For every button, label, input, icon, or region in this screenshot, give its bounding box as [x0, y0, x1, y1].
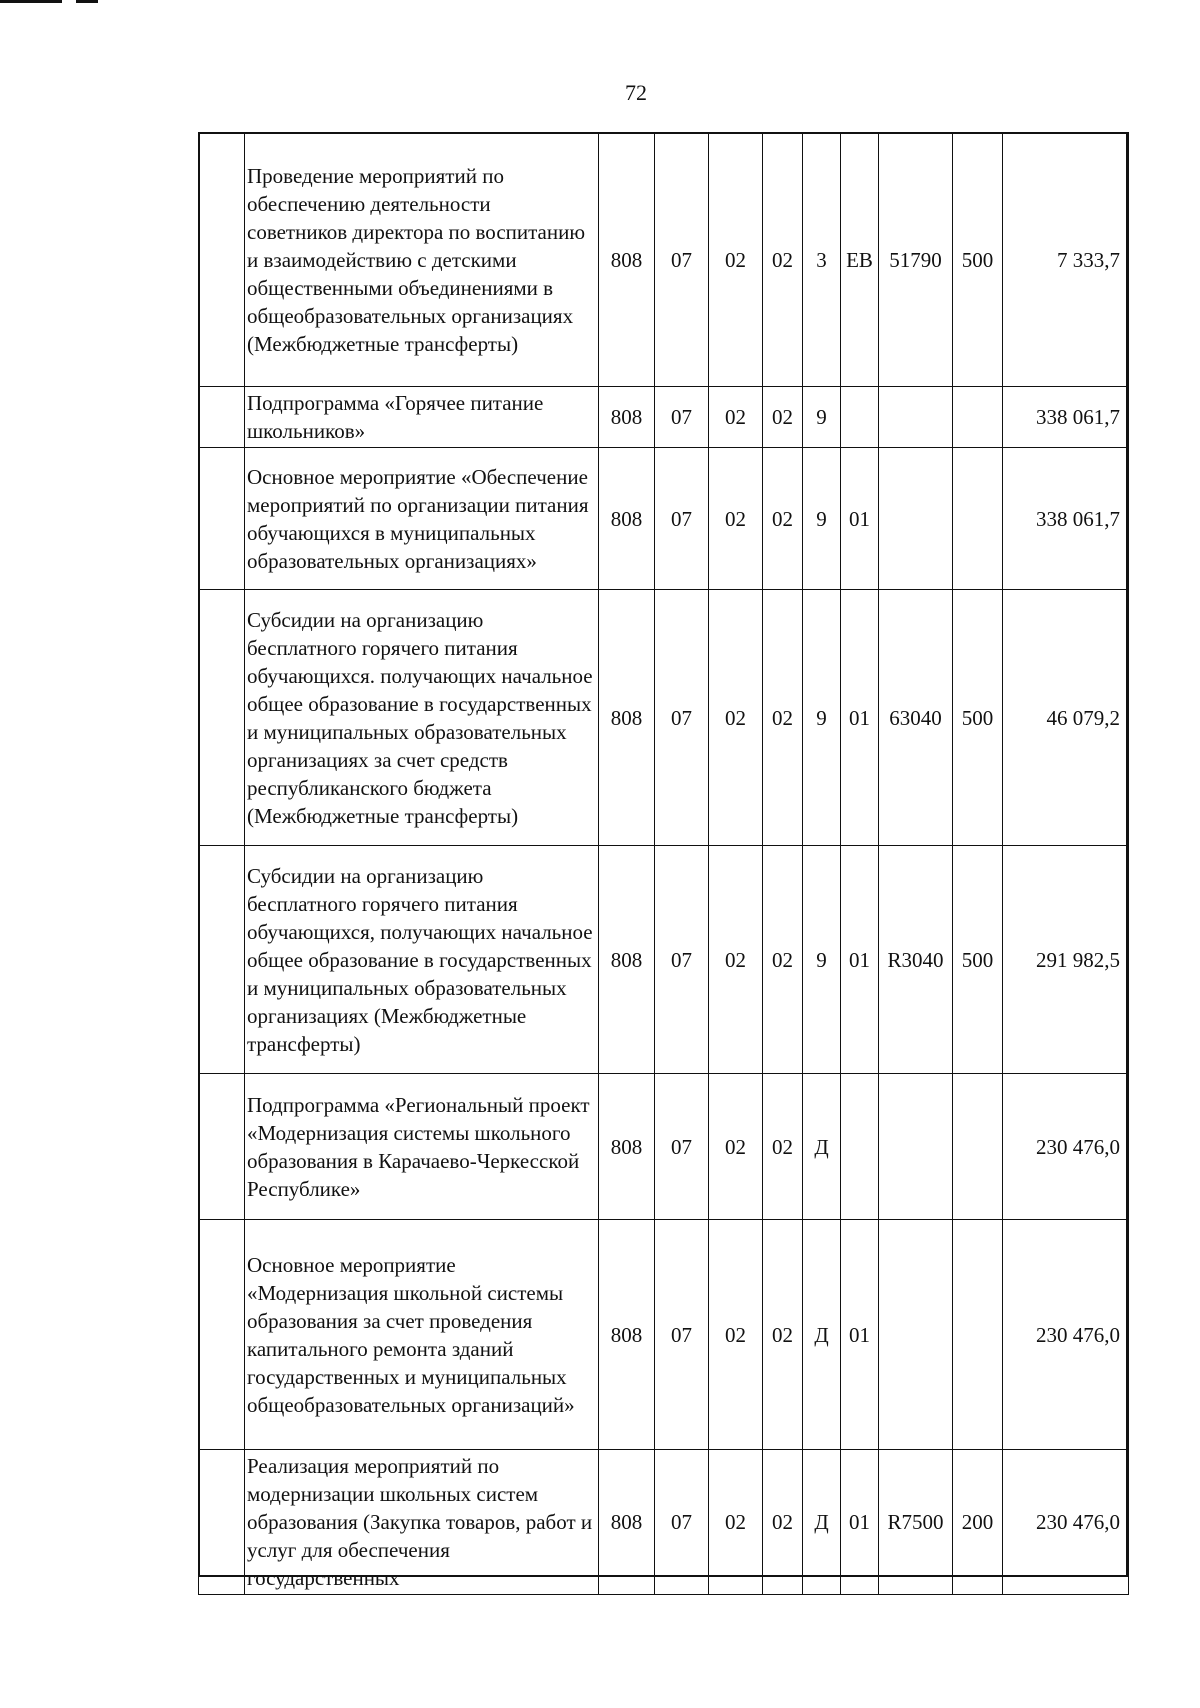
amount: 338 061,7 [1003, 387, 1129, 448]
direction-code: R7500 [879, 1450, 953, 1595]
expense-type-code: 200 [953, 1450, 1003, 1595]
program-code: 02 [763, 387, 803, 448]
program-code: 02 [763, 1450, 803, 1595]
subprogram-code: 9 [803, 590, 841, 846]
event-code: 01 [841, 448, 879, 590]
direction-code: 63040 [879, 590, 953, 846]
direction-code [879, 1074, 953, 1220]
scan-mark [0, 0, 62, 3]
table-row [199, 448, 1129, 590]
table-row [199, 133, 1129, 387]
row-name: Проведение мероприятий по обеспечению деятельности советников директора по воспитанию и взаимодействию с детскими общественными объединениями в общеобразовательных организациях (Межбюджетные трансферты) [245, 133, 599, 387]
expense-type-code: 500 [953, 590, 1003, 846]
row-name: Субсидии на организацию бесплатного горячего питания обучающихся. получающих начальное общее образование в государственных и муниципальных образовательных организациях за счет средств республиканского бюджета (Межбюджетные трансферты) [245, 590, 599, 846]
subprogram-code: Д [803, 1220, 841, 1450]
subprogram-code: 9 [803, 387, 841, 448]
event-code [841, 1074, 879, 1220]
row-number [199, 1450, 245, 1595]
expense-type-code: 500 [953, 846, 1003, 1074]
program-code: 02 [763, 448, 803, 590]
row-number [199, 448, 245, 590]
row-name: Подпрограмма «Горячее питание школьников» [245, 387, 599, 448]
row-number [199, 133, 245, 387]
table-row [199, 387, 1129, 448]
expense-type-code [953, 448, 1003, 590]
row-name: Реализация мероприятий по модернизации школьных систем образования (Закупка товаров, работ и услуг для обеспечения государственных [245, 1450, 599, 1595]
row-name: Субсидии на организацию бесплатного горячего питания обучающихся, получающих начальное общее образование в государственных и муниципальных образовательных организациях (Межбюджетные трансферты) [245, 846, 599, 1074]
section-code: 07 [655, 590, 709, 846]
amount: 7 333,7 [1003, 133, 1129, 387]
expense-type-code [953, 1220, 1003, 1450]
direction-code: 51790 [879, 133, 953, 387]
expense-type-code [953, 1074, 1003, 1220]
subsection-code: 02 [709, 1450, 763, 1595]
table-row [199, 590, 1129, 846]
section-code: 07 [655, 387, 709, 448]
section-code: 07 [655, 448, 709, 590]
page-number: 72 [625, 80, 647, 105]
subprogram-code: 9 [803, 448, 841, 590]
section-code: 07 [655, 846, 709, 1074]
budget-table [198, 132, 1129, 1595]
ved-code: 808 [599, 133, 655, 387]
row-name: Основное мероприятие «Модернизация школьной системы образования за счет проведения капитального ремонта зданий государственных и муниципальных общеобразовательных организаций» [245, 1220, 599, 1450]
event-code: ЕВ [841, 133, 879, 387]
subprogram-code: 3 [803, 133, 841, 387]
row-number [199, 1220, 245, 1450]
scan-mark [76, 0, 98, 3]
direction-code [879, 448, 953, 590]
event-code: 01 [841, 846, 879, 1074]
row-name: Подпрограмма «Региональный проект «Модернизация системы школьного образования в Карачаево-Черкесской Республике» [245, 1074, 599, 1220]
section-code: 07 [655, 1074, 709, 1220]
ved-code: 808 [599, 1074, 655, 1220]
expense-type-code: 500 [953, 133, 1003, 387]
row-name: Основное мероприятие «Обеспечение мероприятий по организации питания обучающихся в муниципальных образовательных организациях» [245, 448, 599, 590]
amount: 230 476,0 [1003, 1450, 1129, 1595]
direction-code: R3040 [879, 846, 953, 1074]
ved-code: 808 [599, 1450, 655, 1595]
amount: 338 061,7 [1003, 448, 1129, 590]
ved-code: 808 [599, 1220, 655, 1450]
section-code: 07 [655, 1220, 709, 1450]
row-number [199, 387, 245, 448]
ved-code: 808 [599, 387, 655, 448]
section-code: 07 [655, 133, 709, 387]
subprogram-code: Д [803, 1074, 841, 1220]
program-code: 02 [763, 1220, 803, 1450]
subsection-code: 02 [709, 387, 763, 448]
table-row [199, 1220, 1129, 1450]
amount: 291 982,5 [1003, 846, 1129, 1074]
ved-code: 808 [599, 448, 655, 590]
amount: 230 476,0 [1003, 1074, 1129, 1220]
table-row [199, 1450, 1129, 1595]
table-row [199, 1074, 1129, 1220]
program-code: 02 [763, 590, 803, 846]
direction-code [879, 387, 953, 448]
amount: 230 476,0 [1003, 1220, 1129, 1450]
program-code: 02 [763, 133, 803, 387]
event-code: 01 [841, 1220, 879, 1450]
ved-code: 808 [599, 846, 655, 1074]
subsection-code: 02 [709, 448, 763, 590]
direction-code [879, 1220, 953, 1450]
event-code [841, 387, 879, 448]
event-code: 01 [841, 1450, 879, 1595]
subsection-code: 02 [709, 1220, 763, 1450]
row-number [199, 1074, 245, 1220]
expense-type-code [953, 387, 1003, 448]
subsection-code: 02 [709, 133, 763, 387]
table-row [199, 846, 1129, 1074]
subprogram-code: Д [803, 1450, 841, 1595]
section-code: 07 [655, 1450, 709, 1595]
row-number [199, 846, 245, 1074]
subprogram-code: 9 [803, 846, 841, 1074]
table-body [199, 133, 1129, 1595]
ved-code: 808 [599, 590, 655, 846]
subsection-code: 02 [709, 590, 763, 846]
program-code: 02 [763, 1074, 803, 1220]
event-code: 01 [841, 590, 879, 846]
row-number [199, 590, 245, 846]
program-code: 02 [763, 846, 803, 1074]
amount: 46 079,2 [1003, 590, 1129, 846]
subsection-code: 02 [709, 846, 763, 1074]
subsection-code: 02 [709, 1074, 763, 1220]
